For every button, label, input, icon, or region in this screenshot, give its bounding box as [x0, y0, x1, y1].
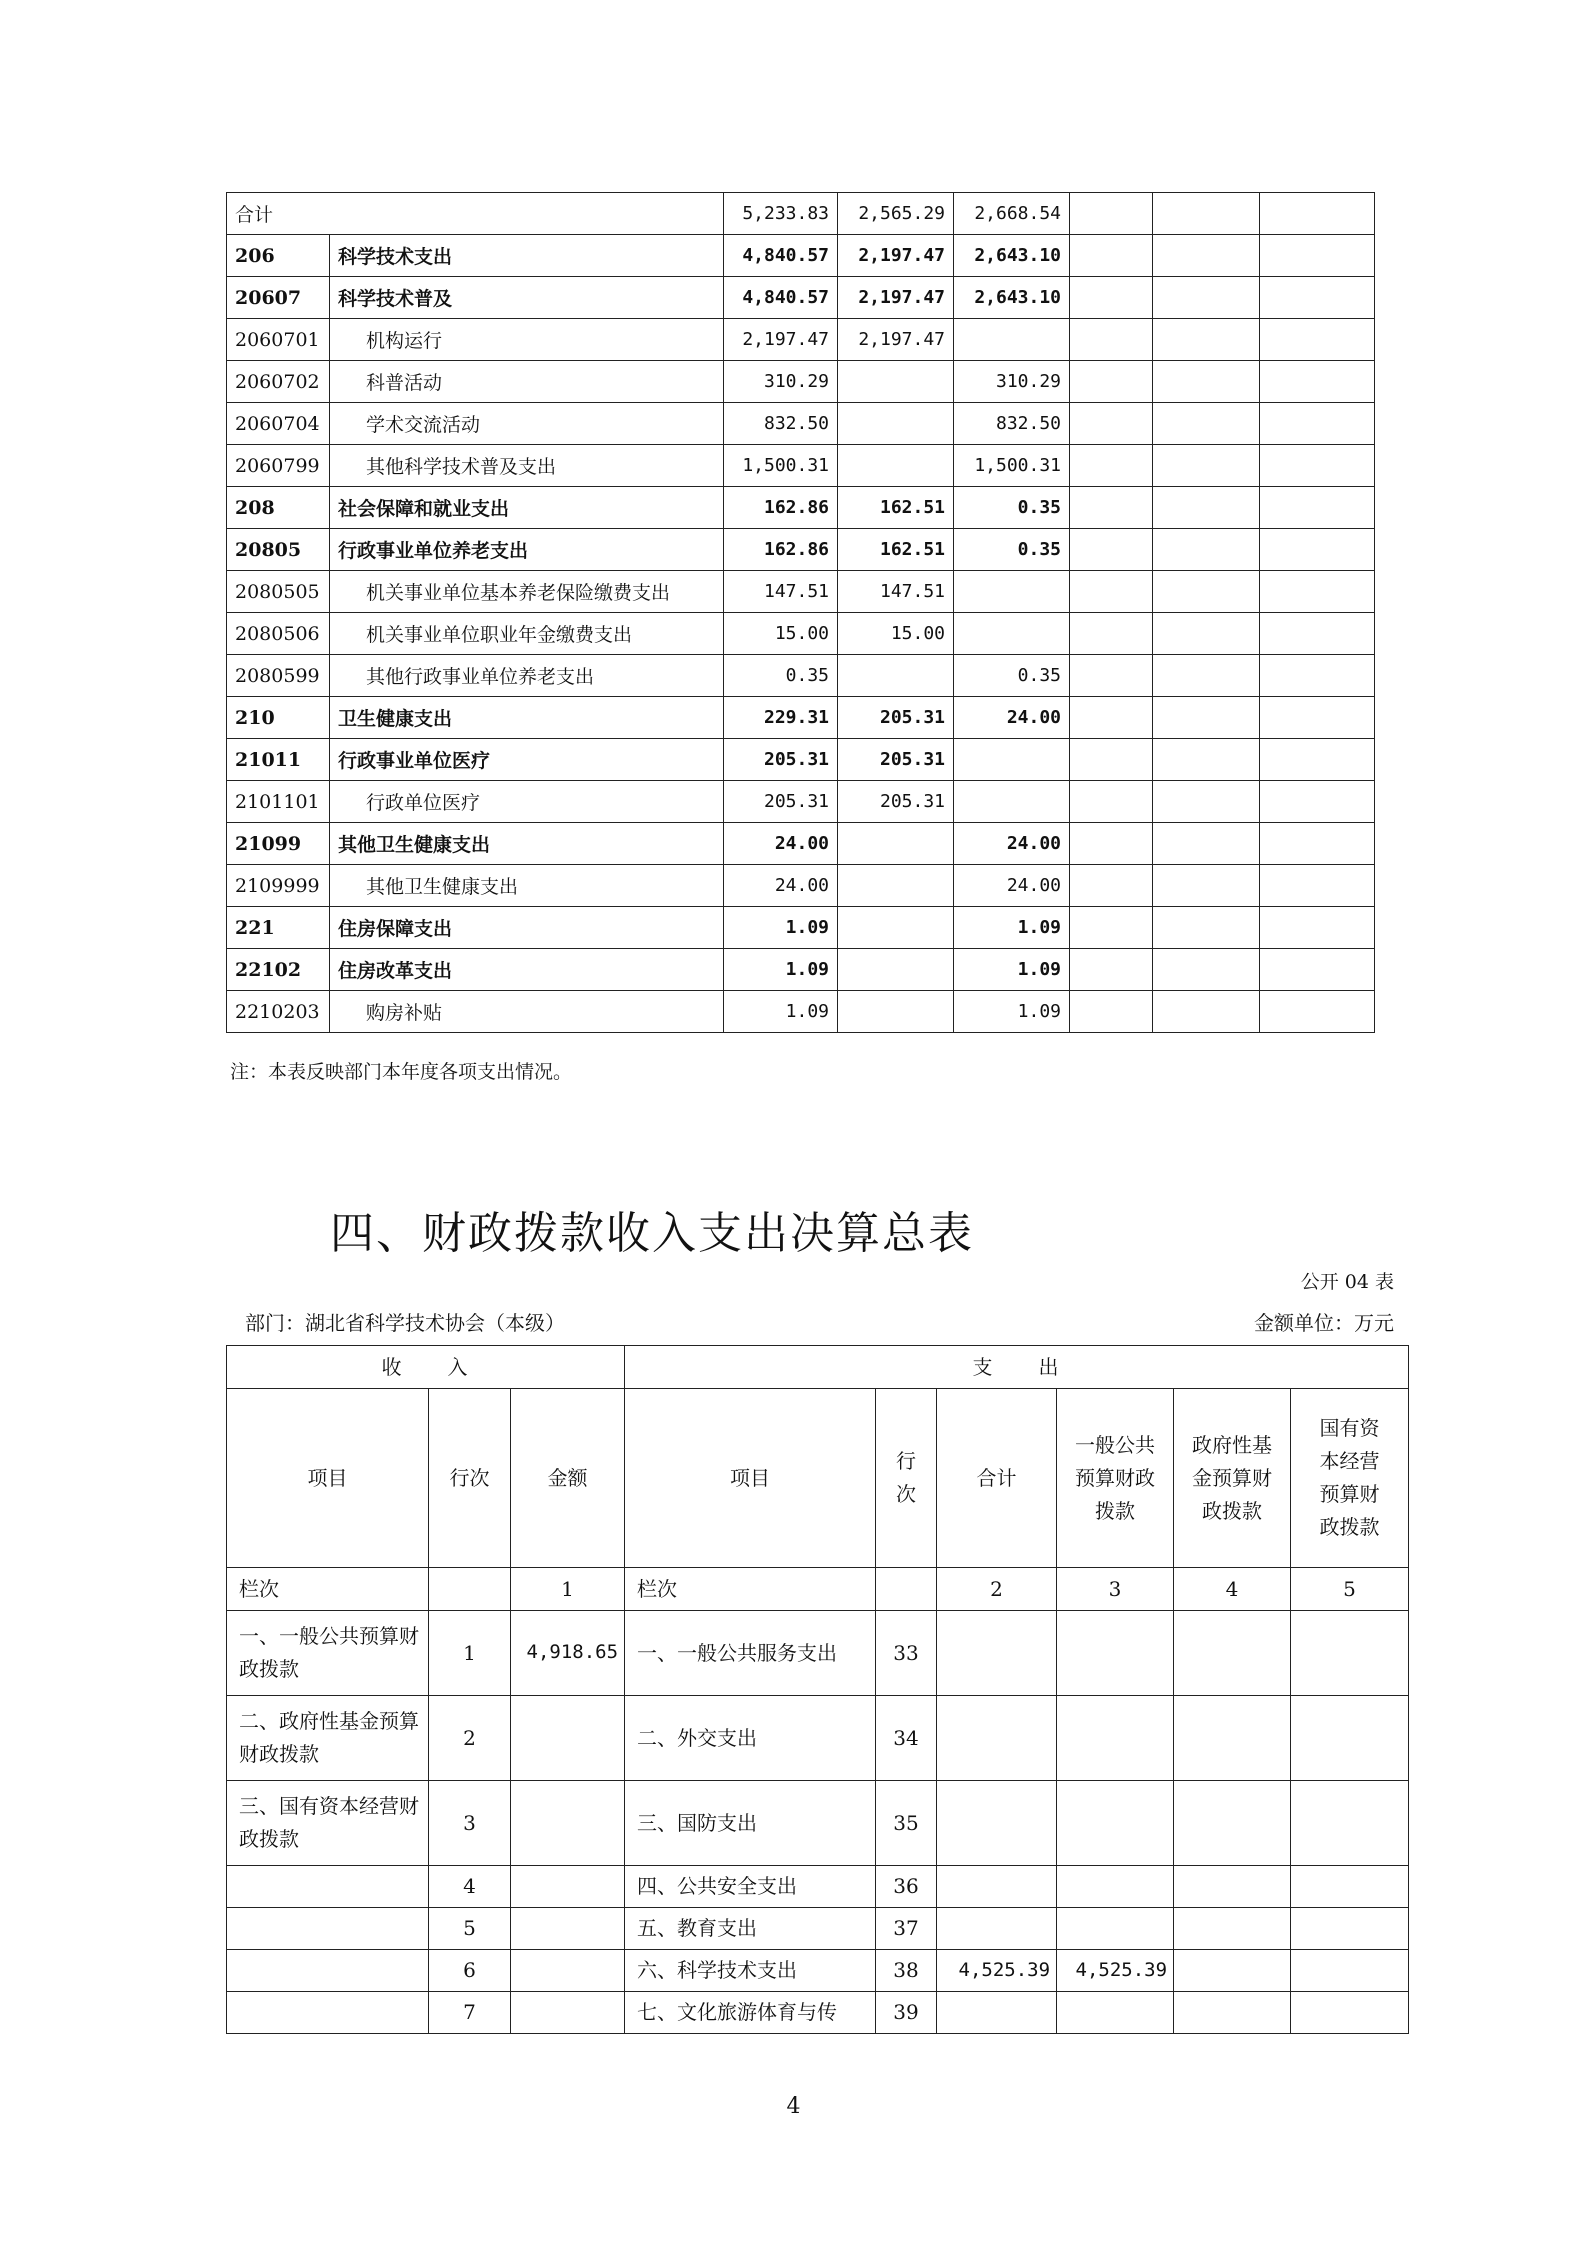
subject-code: 2109999 — [227, 865, 330, 907]
subject-code: 208 — [227, 487, 330, 529]
expense-general-budget — [1057, 1992, 1174, 2034]
empty-cell — [1153, 865, 1260, 907]
amount-total: 1.09 — [724, 907, 838, 949]
income-amount — [511, 1950, 625, 1992]
empty-cell — [1260, 991, 1375, 1033]
index-cell-4: 4 — [1174, 1568, 1291, 1611]
section-title: 四、财政拨款收入支出决算总表 — [330, 1208, 974, 1259]
table-row — [227, 613, 1375, 655]
expense-item: 六、科学技术支出 — [625, 1950, 876, 1992]
amount-total: 5,233.83 — [724, 193, 838, 235]
expense-row-no: 37 — [876, 1908, 937, 1950]
table-row — [227, 991, 1375, 1033]
header-fund-budget: 政府性基 金预算财 政拨款 — [1174, 1389, 1291, 1568]
amount-project: 2,643.10 — [954, 235, 1070, 277]
empty-cell — [1153, 655, 1260, 697]
form-number: 公开 04 表 — [1300, 1271, 1394, 1293]
amount-basic: 15.00 — [838, 613, 954, 655]
expense-fund-budget — [1174, 1866, 1291, 1908]
expense-state-capital-budget — [1291, 1781, 1409, 1866]
subject-name: 购房补贴 — [330, 991, 724, 1033]
amount-total: 1,500.31 — [724, 445, 838, 487]
table-row — [227, 781, 1375, 823]
subject-name: 科普活动 — [330, 361, 724, 403]
amount-basic: 2,565.29 — [838, 193, 954, 235]
empty-cell — [1153, 949, 1260, 991]
subject-code: 22102 — [227, 949, 330, 991]
expense-total — [937, 1781, 1057, 1866]
index-label-expense: 栏次 — [625, 1568, 876, 1611]
empty-cell — [1153, 781, 1260, 823]
expense-total — [937, 1992, 1057, 2034]
table-row — [227, 1781, 1409, 1866]
amount-project: 2,643.10 — [954, 277, 1070, 319]
amount-total: 229.31 — [724, 697, 838, 739]
amount-project: 0.35 — [954, 655, 1070, 697]
income-amount — [511, 1696, 625, 1781]
empty-cell — [1070, 739, 1153, 781]
empty-cell — [1070, 865, 1153, 907]
income-row-no: 1 — [429, 1611, 511, 1696]
header-state-capital-budget: 国有资 本经营 预算财 政拨款 — [1291, 1389, 1409, 1568]
income-header: 收 入 — [227, 1346, 625, 1389]
empty-cell — [1070, 529, 1153, 571]
subject-code: 2080599 — [227, 655, 330, 697]
expense-row-no: 34 — [876, 1696, 937, 1781]
empty-cell — [1070, 403, 1153, 445]
expense-state-capital-budget — [1291, 1950, 1409, 1992]
amount-basic: 2,197.47 — [838, 277, 954, 319]
subject-code: 2060702 — [227, 361, 330, 403]
empty-cell — [1260, 529, 1375, 571]
amount-total: 15.00 — [724, 613, 838, 655]
expense-general-budget — [1057, 1908, 1174, 1950]
expense-fund-budget — [1174, 1908, 1291, 1950]
empty-cell — [1070, 781, 1153, 823]
subject-name: 机关事业单位基本养老保险缴费支出 — [330, 571, 724, 613]
empty-cell — [1153, 319, 1260, 361]
empty-cell — [1070, 823, 1153, 865]
empty-cell — [1260, 865, 1375, 907]
table-row — [227, 193, 1375, 235]
expense-row-no: 35 — [876, 1781, 937, 1866]
table-row — [227, 1866, 1409, 1908]
expense-item: 一、一般公共服务支出 — [625, 1611, 876, 1696]
expense-row-no: 36 — [876, 1866, 937, 1908]
amount-project: 1.09 — [954, 949, 1070, 991]
amount-project: 24.00 — [954, 697, 1070, 739]
empty-cell — [1153, 571, 1260, 613]
income-row-no: 7 — [429, 1992, 511, 2034]
header-total: 合计 — [937, 1389, 1057, 1568]
table-row — [227, 277, 1375, 319]
amount-project: 1.09 — [954, 991, 1070, 1033]
empty-cell — [1153, 361, 1260, 403]
expense-fund-budget — [1174, 1611, 1291, 1696]
income-amount — [511, 1908, 625, 1950]
empty-cell — [1153, 613, 1260, 655]
header-expense-item: 项目 — [625, 1389, 876, 1568]
table-row — [227, 865, 1375, 907]
amount-project: 310.29 — [954, 361, 1070, 403]
amount-basic: 2,197.47 — [838, 319, 954, 361]
amount-total: 1.09 — [724, 991, 838, 1033]
empty-cell — [1070, 613, 1153, 655]
empty-cell — [1260, 571, 1375, 613]
empty-cell — [1260, 613, 1375, 655]
fiscal-appropriation-summary-table — [226, 1345, 1409, 2034]
table-row — [227, 529, 1375, 571]
empty-cell — [1260, 781, 1375, 823]
expense-fund-budget — [1174, 1992, 1291, 2034]
empty-cell — [1153, 697, 1260, 739]
table-row — [227, 235, 1375, 277]
empty-cell — [1153, 487, 1260, 529]
department-label: 部门：湖北省科学技术协会（本级） — [245, 1311, 565, 1335]
subject-name: 行政事业单位养老支出 — [330, 529, 724, 571]
subject-code: 206 — [227, 235, 330, 277]
table-row — [227, 1992, 1409, 2034]
amount-total: 310.29 — [724, 361, 838, 403]
expense-total: 4,525.39 — [937, 1950, 1057, 1992]
subject-name: 其他科学技术普及支出 — [330, 445, 724, 487]
amount-basic — [838, 403, 954, 445]
subject-code: 20607 — [227, 277, 330, 319]
income-amount — [511, 1866, 625, 1908]
expense-total — [937, 1866, 1057, 1908]
amount-basic: 205.31 — [838, 697, 954, 739]
empty-cell — [1153, 193, 1260, 235]
amount-project — [954, 613, 1070, 655]
expense-row-no: 39 — [876, 1992, 937, 2034]
index-cell-1: 1 — [511, 1568, 625, 1611]
subject-code: 2060704 — [227, 403, 330, 445]
empty-cell — [1070, 907, 1153, 949]
subject-name: 其他卫生健康支出 — [330, 865, 724, 907]
subject-code: 2080505 — [227, 571, 330, 613]
income-row-no: 3 — [429, 1781, 511, 1866]
subject-code: 210 — [227, 697, 330, 739]
empty-cell — [1070, 991, 1153, 1033]
subject-name: 住房改革支出 — [330, 949, 724, 991]
amount-total: 0.35 — [724, 655, 838, 697]
header-income-amount: 金额 — [511, 1389, 625, 1568]
amount-total: 24.00 — [724, 865, 838, 907]
income-item — [227, 1908, 429, 1950]
expense-item: 三、国防支出 — [625, 1781, 876, 1866]
header-income-row-no: 行次 — [429, 1389, 511, 1568]
income-amount — [511, 1781, 625, 1866]
subject-name: 其他卫生健康支出 — [330, 823, 724, 865]
table-row — [227, 1696, 1409, 1781]
amount-total: 205.31 — [724, 739, 838, 781]
amount-total: 4,840.57 — [724, 235, 838, 277]
index-cell-3: 3 — [1057, 1568, 1174, 1611]
amount-total: 2,197.47 — [724, 319, 838, 361]
empty-cell — [1070, 487, 1153, 529]
empty-cell — [1070, 319, 1153, 361]
expense-general-budget — [1057, 1696, 1174, 1781]
header-expense-row-no: 行 次 — [876, 1389, 937, 1568]
empty-cell — [1070, 235, 1153, 277]
subject-code: 2210203 — [227, 991, 330, 1033]
empty-cell — [1260, 697, 1375, 739]
subject-code: 20805 — [227, 529, 330, 571]
empty-cell — [1070, 655, 1153, 697]
expense-general-budget — [1057, 1866, 1174, 1908]
expense-item: 七、文化旅游体育与传 — [625, 1992, 876, 2034]
subject-name: 科学技术支出 — [330, 235, 724, 277]
expense-row-no: 33 — [876, 1611, 937, 1696]
table-row — [227, 445, 1375, 487]
table-row — [227, 571, 1375, 613]
expense-state-capital-budget — [1291, 1611, 1409, 1696]
amount-basic — [838, 865, 954, 907]
amount-project — [954, 739, 1070, 781]
empty-cell — [1260, 739, 1375, 781]
empty-cell — [1070, 949, 1153, 991]
subject-code: 2060799 — [227, 445, 330, 487]
amount-total: 147.51 — [724, 571, 838, 613]
empty-cell — [1153, 991, 1260, 1033]
amount-total: 205.31 — [724, 781, 838, 823]
empty-cell — [1260, 361, 1375, 403]
index-cell-5: 5 — [1291, 1568, 1409, 1611]
empty-cell — [1153, 739, 1260, 781]
amount-total: 162.86 — [724, 529, 838, 571]
empty-cell — [1153, 277, 1260, 319]
empty-cell — [1153, 445, 1260, 487]
expense-fund-budget — [1174, 1696, 1291, 1781]
empty-cell — [1070, 445, 1153, 487]
subject-code: 21011 — [227, 739, 330, 781]
expense-state-capital-budget — [1291, 1696, 1409, 1781]
amount-project: 24.00 — [954, 823, 1070, 865]
subject-code: 2060701 — [227, 319, 330, 361]
amount-basic: 162.51 — [838, 487, 954, 529]
expense-general-budget — [1057, 1611, 1174, 1696]
header-income-item: 项目 — [227, 1389, 429, 1568]
amount-basic: 2,197.47 — [838, 235, 954, 277]
empty-cell — [1260, 403, 1375, 445]
empty-cell — [1260, 907, 1375, 949]
total-label: 合计 — [227, 193, 724, 235]
income-row-no: 4 — [429, 1866, 511, 1908]
amount-basic — [838, 445, 954, 487]
table-row — [227, 319, 1375, 361]
expense-general-budget: 4,525.39 — [1057, 1950, 1174, 1992]
amount-project: 0.35 — [954, 487, 1070, 529]
table-row — [227, 697, 1375, 739]
expense-total — [937, 1908, 1057, 1950]
subject-code: 2080506 — [227, 613, 330, 655]
subject-name: 住房保障支出 — [330, 907, 724, 949]
income-item: 三、国有资本经营财政拨款 — [227, 1781, 429, 1866]
income-item: 二、政府性基金预算财政拨款 — [227, 1696, 429, 1781]
expense-state-capital-budget — [1291, 1866, 1409, 1908]
amount-project: 1.09 — [954, 907, 1070, 949]
amount-basic — [838, 655, 954, 697]
subject-name: 其他行政事业单位养老支出 — [330, 655, 724, 697]
amount-basic: 162.51 — [838, 529, 954, 571]
income-item — [227, 1950, 429, 1992]
amount-project — [954, 781, 1070, 823]
table-row — [227, 739, 1375, 781]
empty-cell — [1070, 193, 1153, 235]
table-row — [227, 1950, 1409, 1992]
subject-name: 社会保障和就业支出 — [330, 487, 724, 529]
index-cell-empty — [876, 1568, 937, 1611]
empty-cell — [1070, 361, 1153, 403]
table-row — [227, 823, 1375, 865]
expense-header: 支 出 — [625, 1346, 1409, 1389]
subject-name: 科学技术普及 — [330, 277, 724, 319]
table-row — [227, 655, 1375, 697]
table-row — [227, 1908, 1409, 1950]
empty-cell — [1153, 529, 1260, 571]
amount-unit-label: 金额单位：万元 — [1254, 1311, 1394, 1335]
subject-name: 学术交流活动 — [330, 403, 724, 445]
amount-project — [954, 319, 1070, 361]
subject-code: 21099 — [227, 823, 330, 865]
table-row — [227, 403, 1375, 445]
expense-item: 二、外交支出 — [625, 1696, 876, 1781]
empty-cell — [1260, 277, 1375, 319]
table-note: 注：本表反映部门本年度各项支出情况。 — [230, 1061, 573, 1083]
subject-name: 卫生健康支出 — [330, 697, 724, 739]
amount-total: 1.09 — [724, 949, 838, 991]
empty-cell — [1260, 655, 1375, 697]
income-item — [227, 1992, 429, 2034]
income-row-no: 5 — [429, 1908, 511, 1950]
income-item — [227, 1866, 429, 1908]
empty-cell — [1260, 487, 1375, 529]
subject-name: 机关事业单位职业年金缴费支出 — [330, 613, 724, 655]
table-row — [227, 907, 1375, 949]
expense-fund-budget — [1174, 1781, 1291, 1866]
empty-cell — [1153, 235, 1260, 277]
amount-project: 2,668.54 — [954, 193, 1070, 235]
subject-name: 机构运行 — [330, 319, 724, 361]
amount-basic — [838, 907, 954, 949]
expense-total — [937, 1611, 1057, 1696]
empty-cell — [1153, 907, 1260, 949]
expense-general-budget — [1057, 1781, 1174, 1866]
empty-cell — [1070, 277, 1153, 319]
page-number: 4 — [786, 2094, 801, 2119]
amount-project — [954, 571, 1070, 613]
table-row — [227, 487, 1375, 529]
index-label-income: 栏次 — [227, 1568, 429, 1611]
empty-cell — [1153, 823, 1260, 865]
empty-cell — [1070, 697, 1153, 739]
amount-project: 0.35 — [954, 529, 1070, 571]
empty-cell — [1260, 949, 1375, 991]
empty-cell — [1260, 823, 1375, 865]
amount-project: 24.00 — [954, 865, 1070, 907]
expense-total — [937, 1696, 1057, 1781]
index-cell-empty — [429, 1568, 511, 1611]
income-row-no: 2 — [429, 1696, 511, 1781]
amount-basic — [838, 823, 954, 865]
amount-basic — [838, 991, 954, 1033]
amount-basic: 205.31 — [838, 781, 954, 823]
income-item: 一、一般公共预算财政拨款 — [227, 1611, 429, 1696]
expenditure-table — [226, 192, 1375, 1033]
amount-basic: 147.51 — [838, 571, 954, 613]
expense-item: 五、教育支出 — [625, 1908, 876, 1950]
expense-state-capital-budget — [1291, 1908, 1409, 1950]
header-general-budget: 一般公共 预算财政 拨款 — [1057, 1389, 1174, 1568]
subject-code: 2101101 — [227, 781, 330, 823]
empty-cell — [1260, 235, 1375, 277]
index-cell-2: 2 — [937, 1568, 1057, 1611]
subject-code: 221 — [227, 907, 330, 949]
amount-total: 4,840.57 — [724, 277, 838, 319]
table-row — [227, 1611, 1409, 1696]
amount-project: 832.50 — [954, 403, 1070, 445]
income-row-no: 6 — [429, 1950, 511, 1992]
income-amount — [511, 1992, 625, 2034]
expense-state-capital-budget — [1291, 1992, 1409, 2034]
empty-cell — [1260, 445, 1375, 487]
empty-cell — [1070, 571, 1153, 613]
income-amount: 4,918.65 — [511, 1611, 625, 1696]
amount-basic — [838, 361, 954, 403]
empty-cell — [1260, 319, 1375, 361]
expense-item: 四、公共安全支出 — [625, 1866, 876, 1908]
amount-basic: 205.31 — [838, 739, 954, 781]
table-row — [227, 361, 1375, 403]
subject-name: 行政单位医疗 — [330, 781, 724, 823]
empty-cell — [1260, 193, 1375, 235]
empty-cell — [1153, 403, 1260, 445]
amount-total: 24.00 — [724, 823, 838, 865]
table-row — [227, 949, 1375, 991]
amount-total: 832.50 — [724, 403, 838, 445]
amount-total: 162.86 — [724, 487, 838, 529]
expense-row-no: 38 — [876, 1950, 937, 1992]
amount-project: 1,500.31 — [954, 445, 1070, 487]
expense-fund-budget — [1174, 1950, 1291, 1992]
amount-basic — [838, 949, 954, 991]
subject-name: 行政事业单位医疗 — [330, 739, 724, 781]
